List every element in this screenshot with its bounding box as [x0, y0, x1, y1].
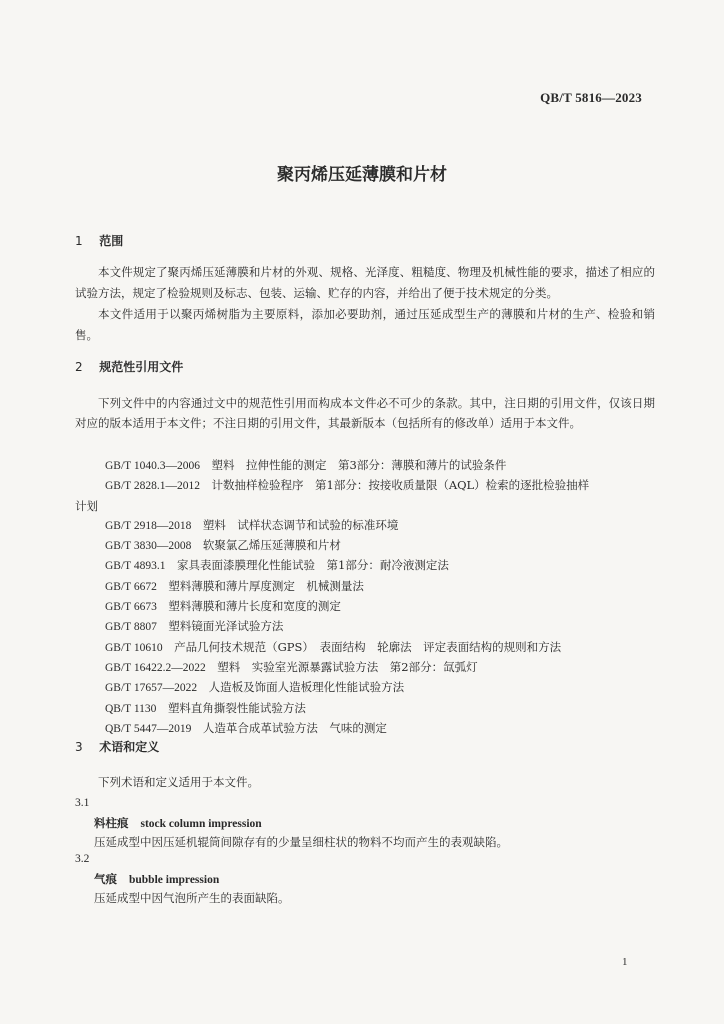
section-number: 2: [75, 360, 83, 374]
reference-item: GB/T 6672 塑料薄膜和薄片厚度测定 机械测量法: [105, 578, 364, 593]
document-title: 聚丙烯压延薄膜和片材: [277, 165, 447, 185]
reference-item: GB/T 8807 塑料镜面光泽试验方法: [105, 619, 284, 634]
terms-intro: 下列术语和定义适用于本文件。: [98, 775, 259, 789]
scope-paragraph-2: 本文件适用于以聚丙烯树脂为主要原料，添加必要助剂，通过压延成型生产的薄膜和片材的生产、检验和销售。: [75, 307, 655, 342]
term-number: 3.1: [75, 797, 90, 809]
reference-item: GB/T 6673 塑料薄膜和薄片长度和宽度的测定: [105, 599, 341, 614]
term-heading: [94, 815, 262, 831]
term-zh: 气痕: [94, 872, 117, 886]
section-title: 术语和定义: [99, 740, 160, 754]
reference-item: QB/T 1130 塑料直角撕裂性能试验方法: [105, 700, 306, 715]
section-title: 规范性引用文件: [99, 360, 184, 374]
reference-item: GB/T 17657—2022 人造板及饰面人造板理化性能试验方法: [105, 680, 405, 695]
section-title: 范围: [99, 234, 124, 248]
term-number: 3.2: [75, 853, 90, 865]
reference-item-continuation: 计划: [75, 498, 98, 513]
reference-item: GB/T 1040.3—2006 塑料 拉伸性能的测定 第3部分：薄膜和薄片的试验条件: [105, 458, 507, 472]
reference-item: GB/T 16422.2—2022 塑料 实验室光源暴露试验方法 第2部分：氙弧灯: [105, 659, 478, 674]
term-definition: 压延成型中因气泡所产生的表面缺陷。: [94, 891, 290, 905]
section-number: 1: [75, 234, 83, 248]
section-3-heading: [75, 738, 159, 755]
scope-paragraph-1: 本文件规定了聚丙烯压延薄膜和片材的外观、规格、光泽度、粗糙度、物理及机械性能的要求，描述了相应的试验方法，规定了检验规则及标志、包装、运输、贮存的内容，并给出了便于技术规定的分类。: [75, 265, 655, 300]
term-heading: [94, 871, 219, 887]
references-intro: 下列文件中的内容通过文中的规范性引用而构成本文件必不可少的条款。其中，注日期的引用文件，仅该日期对应的版本适用于本文件；不注日期的引用文件，其最新版本（包括所有的修改单）适用于本文件。: [75, 396, 655, 430]
reference-item: GB/T 2918—2018 塑料 试样状态调节和试验的标准环境: [105, 517, 399, 532]
term-definition: 压延成型中因压延机辊筒间隙存有的少量呈细柱状的物料不均而产生的表观缺陷。: [94, 835, 508, 849]
reference-item: QB/T 5447—2019 人造革合成革试验方法 气味的测定: [105, 720, 387, 735]
page-number: 1: [622, 956, 628, 968]
term-zh: 料柱痕: [94, 816, 129, 830]
section-2-heading: [75, 358, 183, 375]
section-1-heading: [75, 232, 123, 249]
reference-list: [75, 456, 665, 739]
term-en: bubble impression: [129, 874, 220, 886]
reference-item: GB/T 4893.1 家具表面漆膜理化性能试验 第1部分：耐冷液测定法: [105, 558, 449, 573]
term-en: stock column impression: [140, 818, 262, 830]
reference-item: GB/T 3830—2008 软聚氯乙烯压延薄膜和片材: [105, 538, 341, 553]
reference-item: GB/T 10610 产品几何技术规范（GPS） 表面结构 轮廓法 评定表面结构的规则和方法: [105, 639, 562, 654]
section-number: 3: [75, 740, 83, 754]
reference-item: GB/T 2828.1—2012 计数抽样检验程序 第1部分：按接收质量限（AQL）检索的逐批检验抽样: [105, 478, 590, 493]
standard-code: QB/T 5816—2023: [540, 90, 642, 105]
